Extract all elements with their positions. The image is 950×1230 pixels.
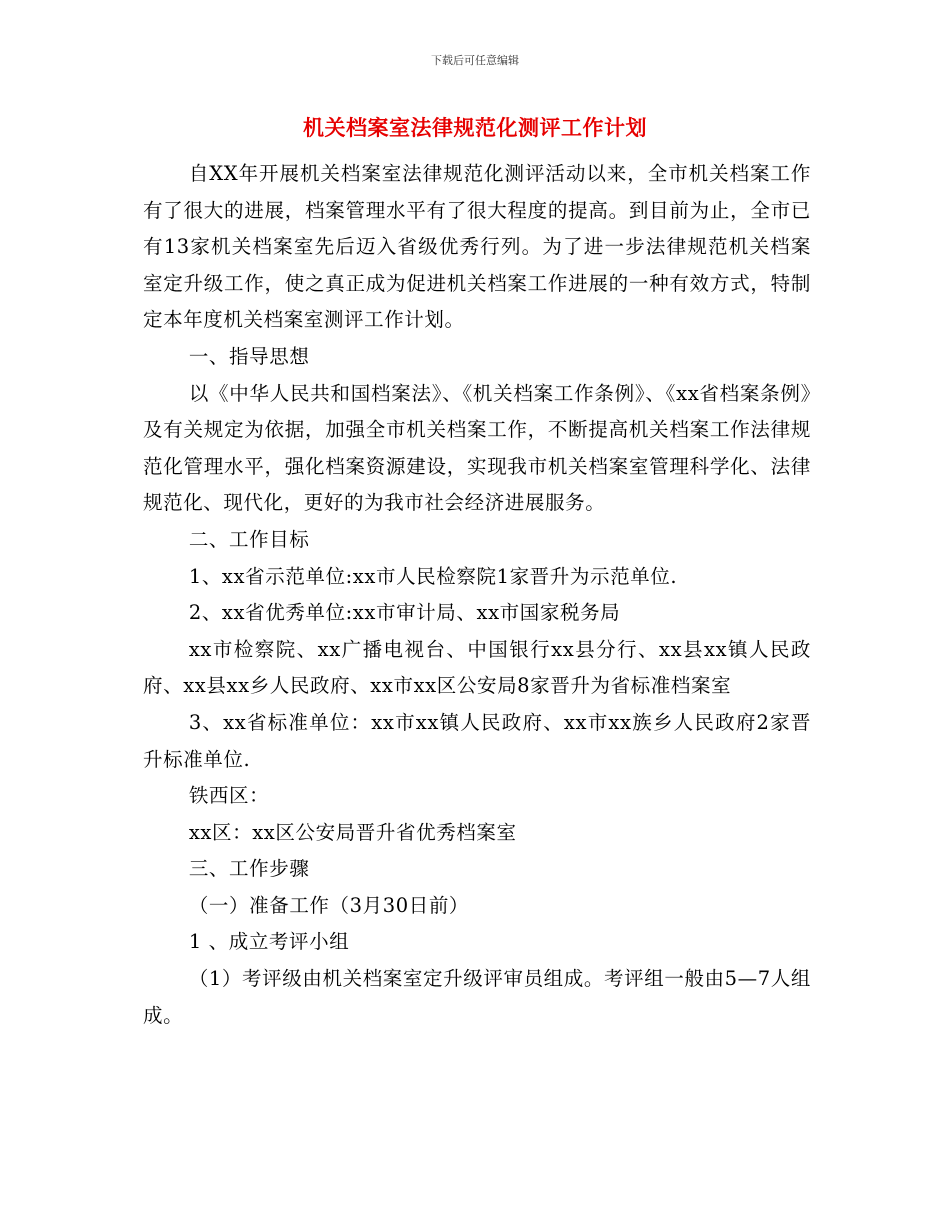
paragraph-intro: 自XX年开展机关档案室法律规范化测评活动以来，全市机关档案工作有了很大的进展，档案管理水平有了很大程度的提高。到目前为止，全市已有13家机关档案室先后迈入省级优秀行列。为了进一步法律规范机关档案室定升级工作，使之真正成为促进机关档案工作进展的一种有效方式，特制定本年度机关档案室测评工作计划。 xyxy=(143,162,811,332)
list-item-goal-2: 2、xx省优秀单位:xx市审计局、xx市国家税务局 xyxy=(188,601,621,625)
list-item-goal-3: 3、xx省标准单位：xx市xx镇人民政府、xx市xx族乡人民政府2家晋升标准单位. xyxy=(143,710,811,771)
paragraph-guiding-ideology: 以《中华人民共和国档案法》、《机关档案工作条例》、《xx省档案条例》及有关规定为依据，加强全市机关档案工作，不断提高机关档案工作法律规范化管理水平，强化档案资源建设，实现我市机关档案室管理科学化、法律规范化、现代化，更好的为我市社会经济进展服务。 xyxy=(143,381,811,515)
paragraph-goal-2-units: xx市检察院、xx广播电视台、中国银行xx县分行、xx县xx镇人民政府、xx县xx乡人民政府、xx市xx区公安局8家晋升为省标准档案室 xyxy=(143,637,811,698)
paragraph-tiexi-district: 铁西区： xyxy=(188,784,270,808)
header-note: 下载后可任意编辑 xyxy=(431,54,519,67)
section-heading-work-steps: 三、工作步骤 xyxy=(188,857,310,881)
list-item-step-1: 1 、成立考评小组 xyxy=(188,930,350,954)
list-item-goal-1: 1、xx省示范单位:xx市人民检察院1家晋升为示范单位. xyxy=(188,564,678,588)
subsection-heading-preparation: （一）准备工作（3月30日前） xyxy=(188,893,470,917)
document-body xyxy=(143,156,811,1034)
document-title: 机关档案室法律规范化测评工作计划 xyxy=(303,115,647,140)
list-item-step-1-1: （1）考评级由机关档案室定升级评审员组成。考评组一般由5—7人组成。 xyxy=(143,967,811,1027)
section-heading-guiding-ideology: 一、指导思想 xyxy=(188,344,310,368)
paragraph-xx-district: xx区：xx区公安局晋升省优秀档案室 xyxy=(188,820,517,844)
section-heading-work-goals: 二、工作目标 xyxy=(188,527,310,551)
